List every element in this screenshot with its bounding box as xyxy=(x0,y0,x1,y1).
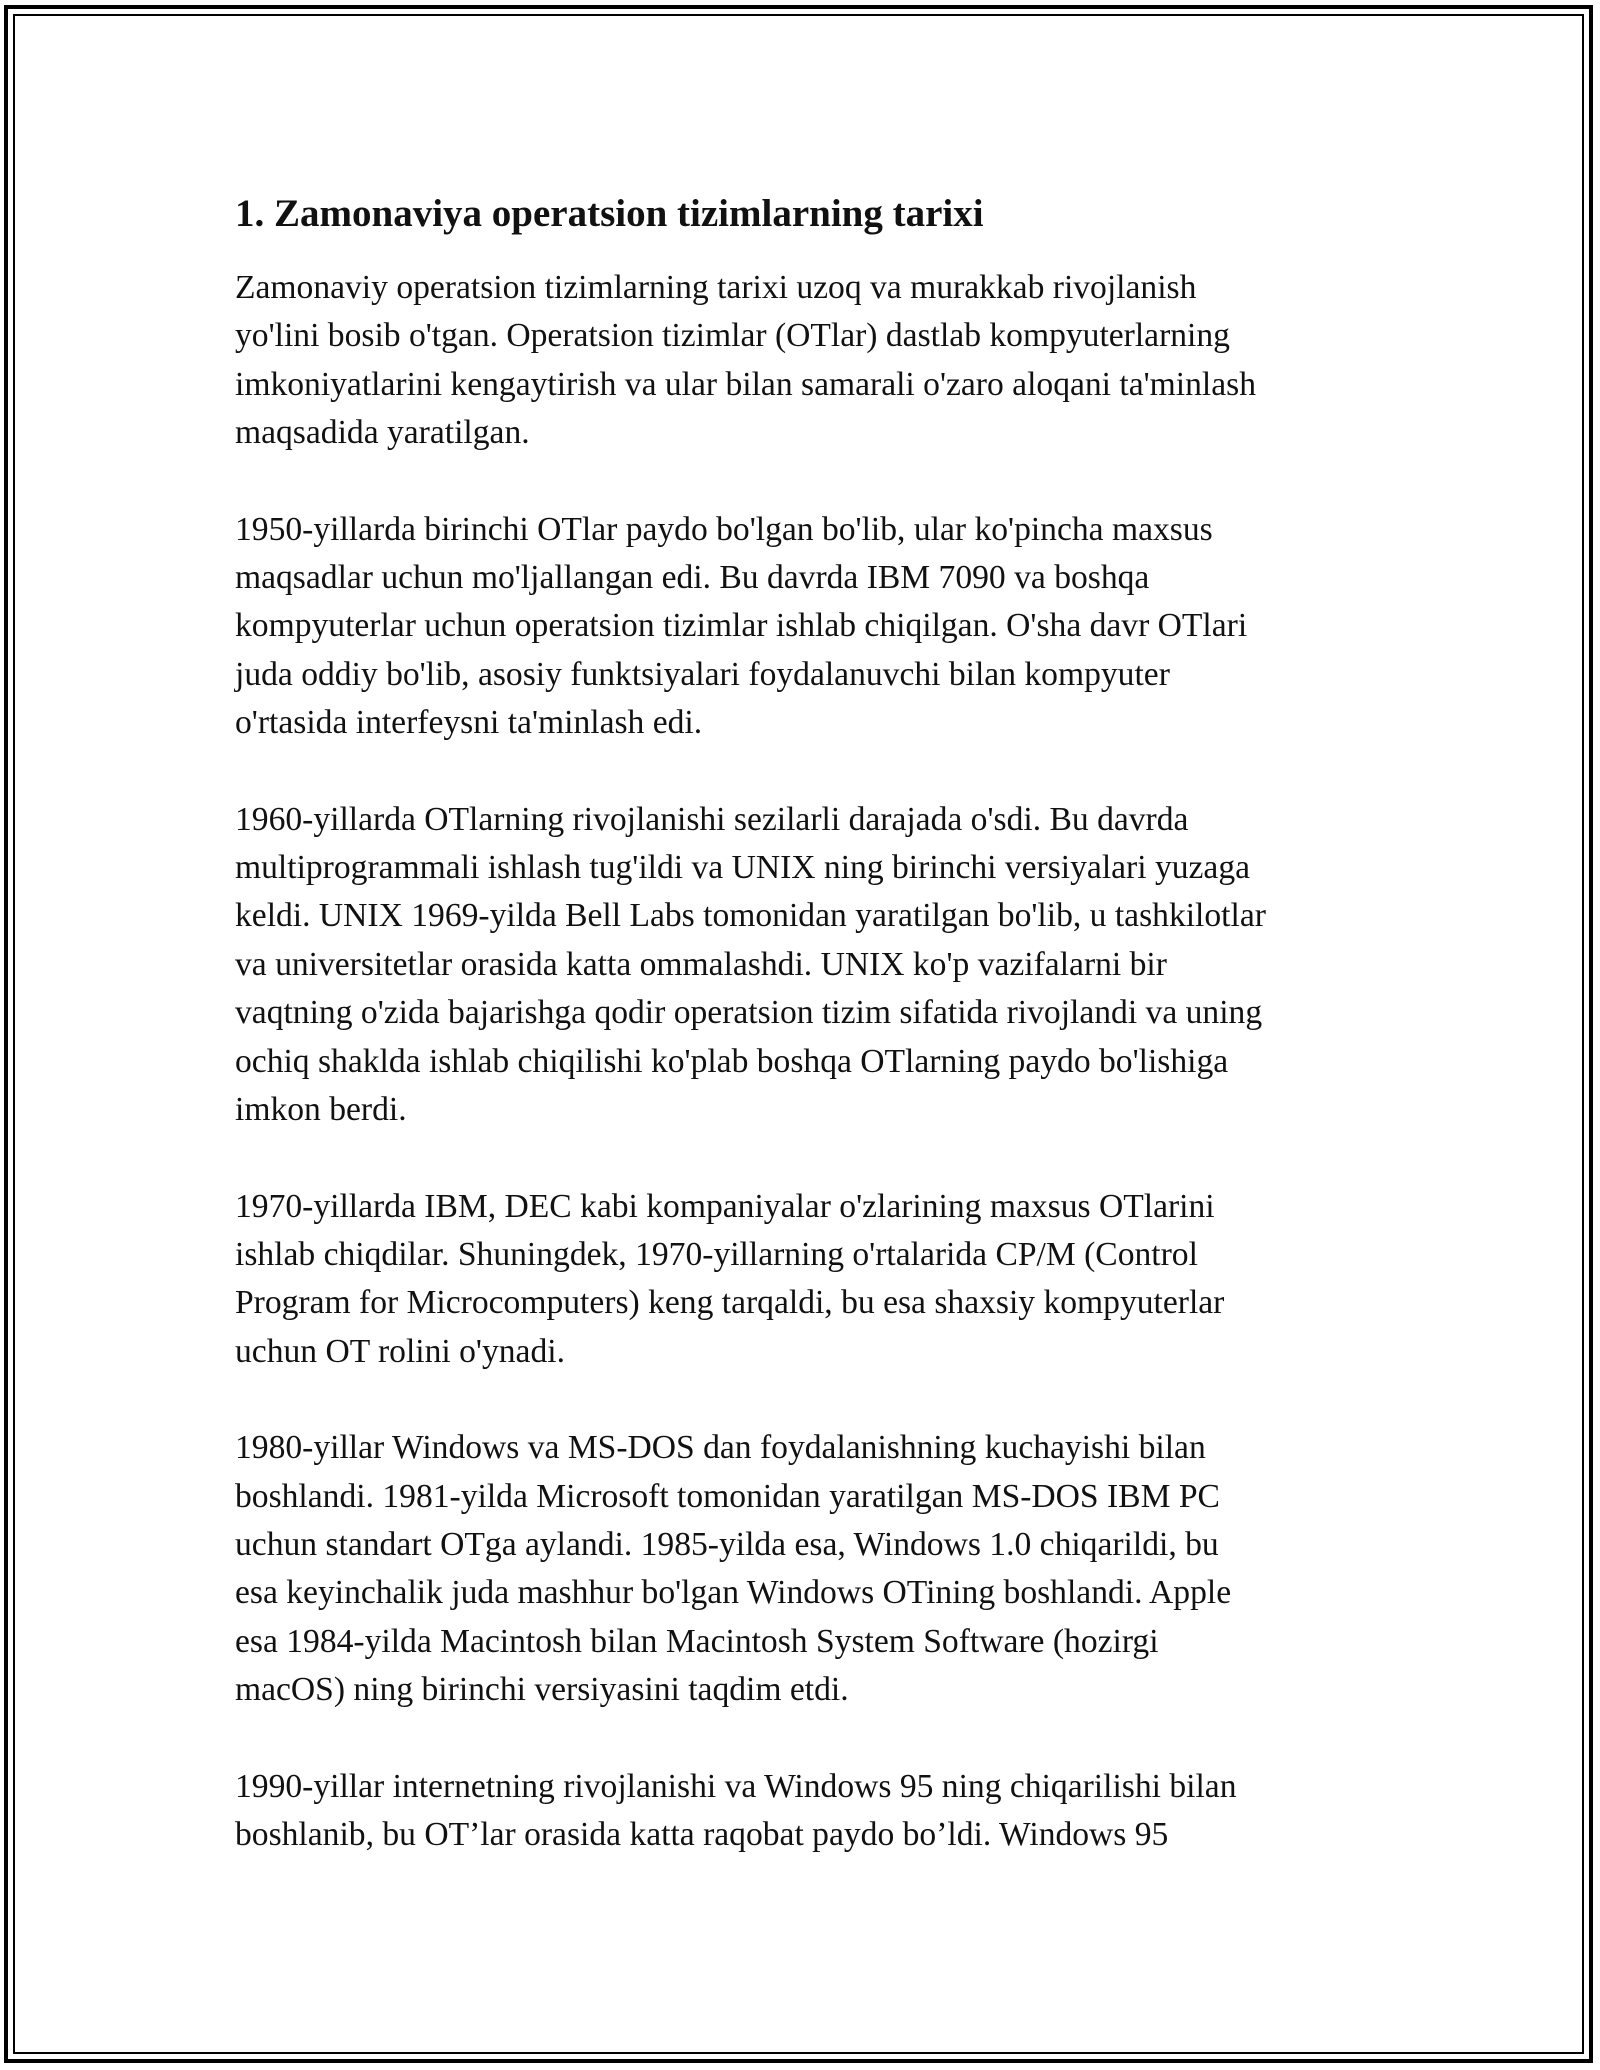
paragraph-1960s: 1960-yillarda OTlarning rivojlanishi sezilarli darajada o'sdi. Bu davrda multiprogrammali ishlash tug'ildi va UNIX ning birinchi versiyalari yuzaga keldi. UNIX 1969-yilda Bell Labs tomonidan yaratilgan bo'lib, u tashkilotlar va universitetlar orasida katta ommalashdi. UNIX ko'p vazifalarni bir vaqtning o'zida bajarishga qodir operatsion tizim sifatida rivojlandi va uning ochiq shaklda ishlab chiqilishi ko'plab boshqa OTlarning paydo bo'lishiga imkon berdi. xyxy=(235,800,1266,1129)
paragraph-1990s: 1990-yillar internetning rivojlanishi va Windows 95 ning chiqarilishi bilan boshlanib, bu OT’lar orasida katta raqobat paydo bo’ldi. Windows 95 xyxy=(235,1767,1237,1853)
section-heading: 1. Zamonaviya operatsion tizimlarning tarixi xyxy=(235,192,984,235)
paragraph-1950s: 1950-yillarda birinchi OTlar paydo bo'lgan bo'lib, ular ko'pincha maxsus maqsadlar uchun mo'ljallangan edi. Bu davrda IBM 7090 va boshqa kompyuterlar uchun operatsion tizimlar ishlab chiqilgan. O'sha davr OTlari juda oddiy bo'lib, asosiy funktsiyalari foydalanuvchi bilan kompyuter o'rtasida interfeysni ta'minlash edi. xyxy=(235,510,1248,742)
paragraph-1970s: 1970-yillarda IBM, DEC kabi kompaniyalar o'zlarining maxsus OTlarini ishlab chiqdilar. Shuningdek, 1970-yillarning o'rtalarida CP/M (Control Program for Microcomputers) keng tarqaldi, bu esa shaxsiy kompyuterlar uchun OT rolini o'ynadi. xyxy=(235,1187,1225,1370)
paragraph-1980s: 1980-yillar Windows va MS-DOS dan foydalanishning kuchayishi bilan boshlandi. 1981-yilda Microsoft tomonidan yaratilgan MS-DOS IBM PC uchun standart OTga aylandi. 1985-yilda esa, Windows 1.0 chiqarildi, bu esa keyinchalik juda mashhur bo'lgan Windows OTining boshlandi. Apple esa 1984-yilda Macintosh bilan Macintosh System Software (hozirgi macOS) ning birinchi versiyasini taqdim etdi. xyxy=(235,1429,1232,1709)
document-body xyxy=(235,186,1365,1907)
paragraph-intro: Zamonaviy operatsion tizimlarning tarixi uzoq va murakkab rivojlanish yo'lini bosib o'tgan. Operatsion tizimlar (OTlar) dastlab kompyuterlarning imkoniyatlarini kengaytirish va ular bilan samarali o'zaro aloqani ta'minlash maqsadida yaratilgan. xyxy=(235,269,1257,452)
